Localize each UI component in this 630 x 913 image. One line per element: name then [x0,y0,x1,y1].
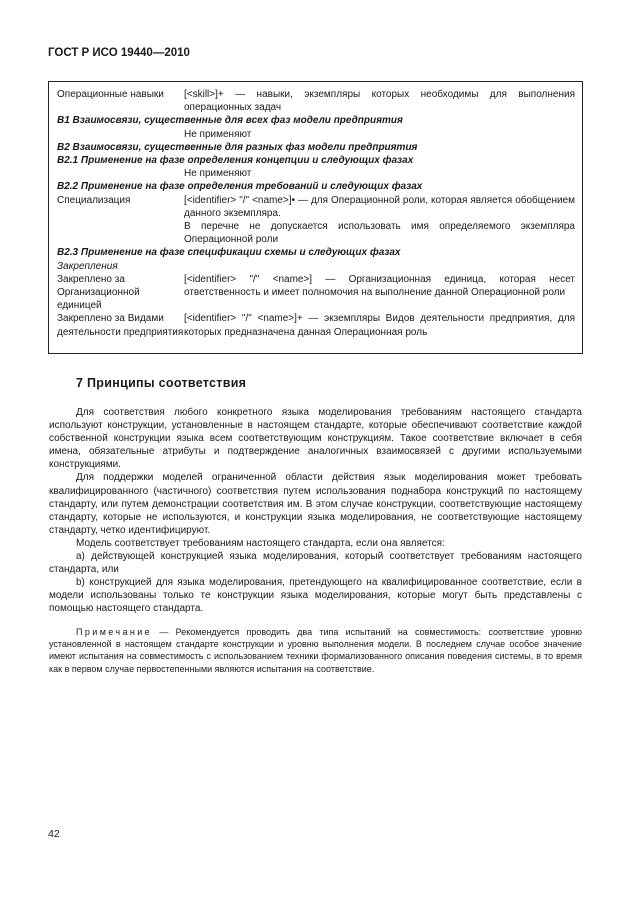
table-row [57,114,575,127]
list-item: a) действующей конструкцией языка моделирования, который соответствует требованиям настоящего стандарта, или [49,551,582,576]
table-row [57,220,575,246]
section-title: 7 Принципы соответствия [76,376,247,390]
row-subheading: Закрепления [57,260,118,272]
table-row [57,194,575,220]
document-header: ГОСТ Р ИСО 19440—2010 [48,47,190,59]
row-term [57,128,184,141]
row-heading: В1 Взаимосвязи, существенные для всех фаз модели предприятия [57,115,403,127]
row-heading: В2.3 Применение на фазе спецификации схемы и следующих фазах [57,247,401,259]
row-term [57,167,184,180]
table-row [57,167,575,180]
row-term: Закреплено за Видами деятельности предприятия [57,313,184,338]
row-description: [<skill>]+ — навыки, экземпляры которых необходимы для выполнения операционных задач [184,89,575,114]
section-body [49,406,582,616]
table-row [57,312,575,338]
row-description: В перечне не допускается использовать имя определяемого экземпляра Операционной роли [184,221,575,246]
paragraph: Модель соответствует требованиям настоящего стандарта, если она является: [76,537,445,549]
table-rows [57,88,575,339]
row-description: Не применяют [184,168,252,180]
table-row [57,273,575,313]
row-description: [<identifier> "/" <name>] — Организационная единица, которая несет ответственность и имеет полномочия на выполнение данной Операционной роли [184,273,575,299]
table-row [57,88,575,114]
row-term: Операционные навыки [57,89,164,100]
table-row [57,180,575,193]
note-text: — Рекомендуется проводить два типа испытаний на совместимость: соответствие уровню установленной в настоящем стандарте конструкции и уровню выполнения модели. В последнем случае особое значение имеют испытания на совместимость с использованием техники формализованного описания поведения системы, в то время как в первом случае первостепенными являются испытания на соответствие. [49,627,582,674]
row-description: [<identifier> "/" <name>]• — для Операционной роли, которая является обобщением данного экземпляра. [184,194,575,219]
table-row [57,154,575,167]
row-heading: В2.2 Применение на фазе определения требований и следующих фазах [57,181,423,193]
row-term [57,220,184,246]
paragraph: Для поддержки моделей ограниченной области действия язык моделирования может требовать квалифицированного (частичного) соответствия путем использования поднабора конструкций по настоящему стандарту, или путем демонстрации соответствия им. В этом случае конструкции, соответствующие настоящему стандарту, которые не используются, и конструкции языка моделирования, не соответствующие настоящему стандарту, четко идентифицируют. [49,472,582,536]
table-row [57,260,575,273]
page-number: 42 [48,828,60,840]
note-label: Примечание [76,627,153,637]
note [49,626,582,675]
row-description: [<identifier> "/" <name>]+ — экземпляры Видов деятельности предприятия, для которых предназначена данная Операционная роль [184,313,575,338]
row-term: Специализация [57,194,131,206]
row-heading: В2 Взаимосвязи, существенные для разных фаз модели предприятия [57,141,418,153]
table-row [57,141,575,154]
table-row [57,128,575,141]
row-description: Не применяют [184,128,252,140]
attribute-table [48,81,583,354]
row-heading: В2.1 Применение на фазе определения концепции и следующих фазах [57,155,414,167]
paragraph: Для соответствия любого конкретного языка моделирования требованиям настоящего стандарта используют конструкции, установленные в настоящем стандарте, которые обеспечивают соответствие каждой собственной конструкции языка всем соответствующим конструкциям. Такое соответствие включает в себя имена, обязательные атрибуты и подтверждение аналогичных взаимосвязей с другими используемыми конструкциями. [49,407,582,471]
row-term: Закреплено за Организационной единицей [57,273,140,312]
list-item: b) конструкцией для языка моделирования, претендующего на квалифицированное соответствие, если в модели использованы только те конструкции языка моделирования, которые могут быть представлены с помощью настоящего стандарта. [49,577,582,615]
table-row [57,246,575,259]
